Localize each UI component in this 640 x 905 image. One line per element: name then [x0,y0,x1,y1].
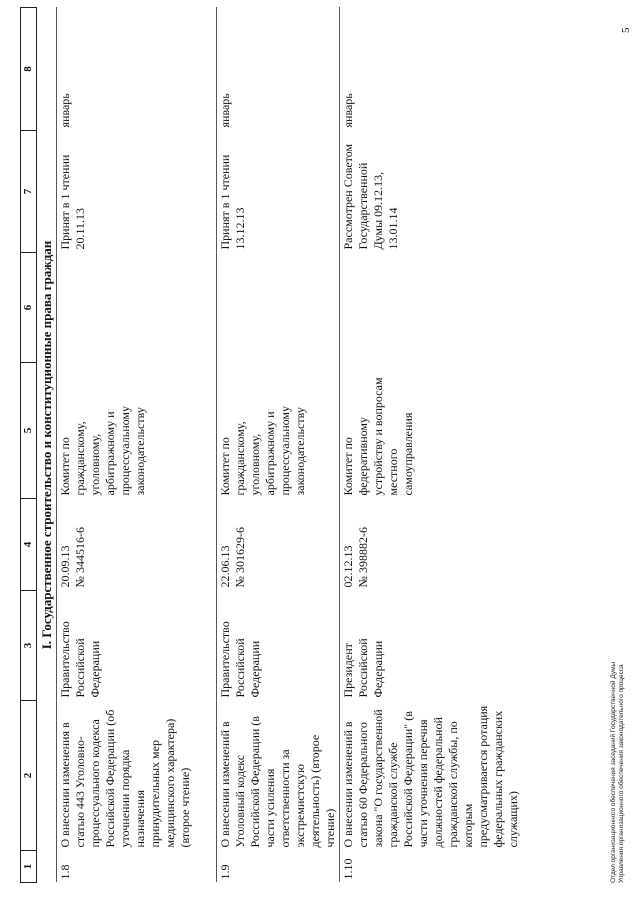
bill-registration-number: № 301629-6 [233,527,247,588]
header-col-2: 2 [21,701,37,851]
bill-registration-number: № 398882-6 [356,527,370,588]
bill-status: Принят в 1 чтении 20.11.13 [57,131,217,253]
responsible-committee: Комитет по гражданскому, уголовному, арбитражному и процессуальному законодательству [217,363,340,499]
header-col-1: 1 [21,851,37,883]
responsible-committee: Комитет по федеративному устройству и вопросам местного самоуправления [340,363,555,499]
bill-date: 20.09.13 [58,545,72,588]
bill-initiator: Президент Российской Федерации [340,591,555,701]
header-col-6: 6 [21,253,37,363]
header-col-5: 5 [21,363,37,499]
bill-date-number [57,499,217,591]
responsible-committee: Комитет по гражданскому, уголовному, арбитражному и процессуальному законодательству [57,363,217,499]
column-6-cell [217,253,340,363]
bill-title: О внесении изменений в статью 60 Федерального закона "О государственной гражданской службе Российской Федерации" (в части уточнения перечня должностей федеральной гражданской службы, по которым предусматривается ротация федеральных гражданских служащих) [340,701,555,851]
header-col-8: 8 [21,8,37,131]
page-number: 5 [620,27,632,33]
planned-month: январь [340,8,555,131]
header-row [21,8,37,883]
row-number: 1.10 [340,851,555,883]
planned-month: январь [57,8,217,131]
section-title: I. Государственное строительство и конституционные права граждан [39,240,54,650]
table-row [340,8,555,883]
bill-date-number [340,499,555,591]
bill-registration-number: № 344516-6 [73,527,87,588]
section-row [37,8,57,883]
table-row [217,8,340,883]
page-footer [610,662,626,883]
header-col-7: 7 [21,131,37,253]
bill-initiator: Правительство Российской Федерации [57,591,217,701]
header-col-4: 4 [21,499,37,591]
bill-date-number [217,499,340,591]
row-number: 1.9 [217,851,340,883]
bill-date: 02.12.13 [341,545,355,588]
footer-line-2: Управления организационного обеспечения законодательного процесса [618,664,625,883]
bill-status: Принят в 1 чтении 13.12.13 [217,131,340,253]
footer-line-1: Отдел организационного обеспечения заседаний Государственной Думы [610,661,617,883]
header-col-3: 3 [21,591,37,701]
bill-initiator: Правительство Российской Федерации [217,591,340,701]
row-number: 1.8 [57,851,217,883]
column-6-cell [57,253,217,363]
legislation-table [20,7,555,883]
table-row [57,8,217,883]
bill-title: О внесении изменения в статью 443 Уголовно-процессуального кодекса Российской Федерации (об уточнении порядка назначения принудительных мер медицинского характера) (второе чтение) [57,701,217,851]
bill-status: Рассмотрен Советом Государственной Думы 09.12.13, 13.01.14 [340,131,555,253]
planned-month: январь [217,8,340,131]
column-6-cell [340,253,555,363]
bill-title: О внесении изменений в Уголовный кодекс Российской Федерации (в части усиления ответственности за экстремистскую деятельность) (второе чтение) [217,701,340,851]
bill-date: 22.06.13 [218,545,232,588]
